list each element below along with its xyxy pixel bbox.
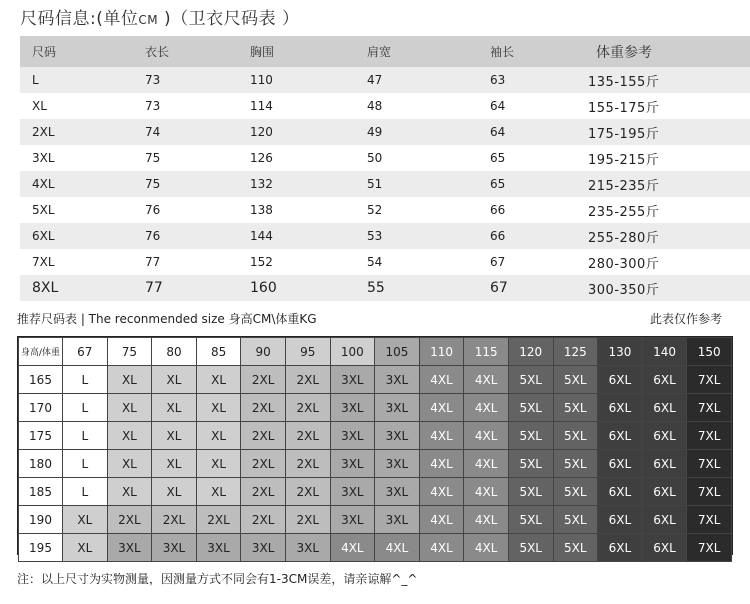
weight-header: 140 xyxy=(642,338,687,366)
size-recommend-cell: 7XL xyxy=(687,478,732,506)
weight-header: 130 xyxy=(598,338,643,366)
sleeve-cell: 65 xyxy=(490,151,506,165)
size-recommend-cell: 3XL xyxy=(330,478,375,506)
size-recommend-cell: 4XL xyxy=(375,534,420,562)
weight-cell: 300-350斤 xyxy=(588,282,660,298)
height-header: 170 xyxy=(19,394,63,422)
size-recommend-cell: 4XL xyxy=(464,422,509,450)
size-recommend-cell: XL xyxy=(152,422,197,450)
size-recommend-cell: 2XL xyxy=(285,422,330,450)
height-header: 175 xyxy=(19,422,63,450)
chest-cell: 160 xyxy=(250,280,277,296)
weight-cell: 235-255斤 xyxy=(588,204,660,220)
shoulder-cell: 51 xyxy=(367,177,383,191)
size-recommend-cell: 2XL xyxy=(241,450,286,478)
length-cell: 77 xyxy=(145,255,161,269)
length-cell: 73 xyxy=(145,99,161,113)
size-recommend-cell: 7XL xyxy=(687,506,732,534)
size-recommend-cell: XL xyxy=(63,506,108,534)
size-recommend-cell: XL xyxy=(107,422,152,450)
length-cell: 76 xyxy=(145,203,161,217)
recommend-title: 推荐尺码表 | The reconmended size 身高CM\体重KG xyxy=(17,312,317,326)
size-recommend-cell: 7XL xyxy=(687,366,732,394)
weight-cell: 135-155斤 xyxy=(588,74,660,90)
grid-row xyxy=(19,366,732,394)
size-recommend-cell: 3XL xyxy=(330,422,375,450)
weight-header: 115 xyxy=(464,338,509,366)
size-recommend-cell: XL xyxy=(107,366,152,394)
size-recommend-cell: 3XL xyxy=(375,506,420,534)
weight-cell: 155-175斤 xyxy=(588,100,660,116)
size-recommend-cell: 5XL xyxy=(553,506,598,534)
size-recommend-cell: 5XL xyxy=(553,394,598,422)
weight-header: 90 xyxy=(241,338,286,366)
size-recommend-cell: 6XL xyxy=(598,534,643,562)
weight-cell: 175-195斤 xyxy=(588,126,660,142)
size-recommend-cell: 3XL xyxy=(375,394,420,422)
title-main: 尺码信息:(单位 xyxy=(20,9,139,29)
size-recommend-cell: 6XL xyxy=(598,506,643,534)
size-recommend-cell: 6XL xyxy=(598,366,643,394)
weight-header: 125 xyxy=(553,338,598,366)
size-recommend-cell: XL xyxy=(107,450,152,478)
table-row xyxy=(20,119,750,145)
weight-header: 150 xyxy=(687,338,732,366)
size-recommend-cell: 4XL xyxy=(419,506,464,534)
footnote: 注：以上尺寸为实物测量，因测量方式不同会有1-3CM误差，请亲谅解^_^ xyxy=(17,572,418,586)
shoulder-cell: 48 xyxy=(367,99,383,113)
table-row xyxy=(20,171,750,197)
size-recommend-cell: 4XL xyxy=(419,478,464,506)
table-row xyxy=(20,275,750,301)
size-recommend-cell: 3XL xyxy=(241,534,286,562)
size-recommend-cell: 3XL xyxy=(330,394,375,422)
size-recommend-cell: 5XL xyxy=(553,450,598,478)
size-recommend-cell: 4XL xyxy=(419,450,464,478)
chest-cell: 120 xyxy=(250,125,273,139)
size-recommend-cell: L xyxy=(63,450,108,478)
size-recommend-cell: 2XL xyxy=(241,506,286,534)
shoulder-cell: 50 xyxy=(367,151,383,165)
size-recommend-cell: 3XL xyxy=(375,478,420,506)
shoulder-cell: 52 xyxy=(367,203,383,217)
grid-row xyxy=(19,506,732,534)
size-recommend-cell: 2XL xyxy=(285,478,330,506)
size-recommend-cell: 5XL xyxy=(553,478,598,506)
sleeve-cell: 63 xyxy=(490,73,506,87)
shoulder-cell: 55 xyxy=(367,280,385,296)
size-recommend-cell: 7XL xyxy=(687,394,732,422)
chest-cell: 114 xyxy=(250,99,273,113)
size-recommend-cell: 2XL xyxy=(241,478,286,506)
size-recommend-cell: 6XL xyxy=(598,422,643,450)
chest-cell: 138 xyxy=(250,203,273,217)
weight-header: 67 xyxy=(63,338,108,366)
table-row xyxy=(20,197,750,223)
size-recommend-cell: 4XL xyxy=(464,534,509,562)
length-cell: 77 xyxy=(145,280,163,296)
header-size: 尺码 xyxy=(32,45,57,59)
size-cell: 2XL xyxy=(32,125,55,139)
size-recommend-cell: 2XL xyxy=(241,422,286,450)
size-recommend-cell: XL xyxy=(196,478,241,506)
size-recommend-cell: 5XL xyxy=(553,534,598,562)
size-recommend-cell: 5XL xyxy=(553,422,598,450)
size-recommend-cell: XL xyxy=(152,366,197,394)
size-recommend-cell: 2XL xyxy=(241,394,286,422)
grid-row xyxy=(19,394,732,422)
weight-header: 110 xyxy=(419,338,464,366)
height-header: 185 xyxy=(19,478,63,506)
size-recommend-cell: 3XL xyxy=(375,366,420,394)
size-recommend-cell: 3XL xyxy=(152,534,197,562)
size-recommend-cell: XL xyxy=(107,478,152,506)
size-recommend-cell: XL xyxy=(196,450,241,478)
size-cell: L xyxy=(32,73,39,87)
size-cell: 8XL xyxy=(32,280,59,296)
size-recommend-cell: 5XL xyxy=(508,422,553,450)
sleeve-cell: 64 xyxy=(490,99,506,113)
size-recommend-cell: 6XL xyxy=(598,450,643,478)
sleeve-cell: 66 xyxy=(490,203,506,217)
table-row xyxy=(20,93,750,119)
size-recommend-cell: 5XL xyxy=(508,366,553,394)
chest-cell: 126 xyxy=(250,151,273,165)
size-recommend-cell: 2XL xyxy=(107,506,152,534)
size-recommend-cell: 4XL xyxy=(464,394,509,422)
size-table xyxy=(20,36,750,301)
size-recommend-cell: 4XL xyxy=(464,506,509,534)
grid-row xyxy=(19,478,732,506)
size-recommend-cell: 4XL xyxy=(330,534,375,562)
weight-cell: 215-235斤 xyxy=(588,178,660,194)
size-recommend-cell: 6XL xyxy=(642,534,687,562)
size-recommend-cell: 3XL xyxy=(330,366,375,394)
weight-header: 105 xyxy=(375,338,420,366)
size-recommend-cell: 3XL xyxy=(375,422,420,450)
size-recommend-cell: 3XL xyxy=(330,506,375,534)
grid-row xyxy=(19,450,732,478)
chest-cell: 152 xyxy=(250,255,273,269)
sleeve-cell: 67 xyxy=(490,255,506,269)
size-recommend-cell: L xyxy=(63,478,108,506)
length-cell: 75 xyxy=(145,151,161,165)
grid-row xyxy=(19,422,732,450)
size-recommend-cell: XL xyxy=(152,394,197,422)
size-recommend-cell: 2XL xyxy=(285,506,330,534)
length-cell: 73 xyxy=(145,73,161,87)
recommend-note: 此表仅作参考 xyxy=(649,312,722,326)
title-tail: )（卫衣尺码表 ） xyxy=(158,9,300,29)
size-recommend-cell: 4XL xyxy=(419,394,464,422)
header-sleeve: 袖长 xyxy=(490,45,515,59)
size-cell: 5XL xyxy=(32,203,55,217)
size-recommend-cell: XL xyxy=(152,450,197,478)
weight-cell: 255-280斤 xyxy=(588,230,660,246)
size-recommend-cell: 4XL xyxy=(419,422,464,450)
length-cell: 75 xyxy=(145,177,161,191)
size-recommend-cell: 3XL xyxy=(330,450,375,478)
size-recommend-cell: 6XL xyxy=(642,506,687,534)
chest-cell: 144 xyxy=(250,229,273,243)
size-recommend-cell: XL xyxy=(63,534,108,562)
size-recommend-cell: 3XL xyxy=(107,534,152,562)
size-recommend-cell: 5XL xyxy=(508,450,553,478)
size-recommend-cell: 4XL xyxy=(419,366,464,394)
size-recommend-cell: L xyxy=(63,366,108,394)
table-row xyxy=(20,67,750,93)
size-recommend-cell: 4XL xyxy=(464,450,509,478)
size-recommend-cell: XL xyxy=(196,422,241,450)
size-cell: XL xyxy=(32,99,47,113)
weight-header: 80 xyxy=(152,338,197,366)
size-recommend-cell: 5XL xyxy=(508,506,553,534)
size-recommend-cell: 5XL xyxy=(508,534,553,562)
size-recommend-cell: 2XL xyxy=(152,506,197,534)
size-cell: 3XL xyxy=(32,151,55,165)
grid-corner-label: 身高/体重 xyxy=(19,338,63,366)
sleeve-cell: 65 xyxy=(490,177,506,191)
size-recommend-cell: 2XL xyxy=(241,366,286,394)
recommend-grid xyxy=(17,336,733,555)
height-header: 195 xyxy=(19,534,63,562)
table-row xyxy=(20,223,750,249)
size-cell: 4XL xyxy=(32,177,55,191)
size-recommend-cell: XL xyxy=(196,366,241,394)
shoulder-cell: 47 xyxy=(367,73,383,87)
size-recommend-cell: 6XL xyxy=(642,422,687,450)
table-row xyxy=(20,145,750,171)
size-recommend-cell: 7XL xyxy=(687,534,732,562)
weight-header: 75 xyxy=(107,338,152,366)
size-recommend-cell: 5XL xyxy=(553,366,598,394)
size-recommend-cell: 7XL xyxy=(687,422,732,450)
size-recommend-cell: 6XL xyxy=(642,394,687,422)
title-unit: CM xyxy=(138,13,159,27)
sleeve-cell: 67 xyxy=(490,280,508,296)
size-recommend-cell: 6XL xyxy=(642,366,687,394)
size-cell: 7XL xyxy=(32,255,55,269)
shoulder-cell: 49 xyxy=(367,125,383,139)
size-recommend-cell: 4XL xyxy=(464,478,509,506)
weight-cell: 280-300斤 xyxy=(588,256,660,272)
header-shoulder: 肩宽 xyxy=(367,45,392,59)
size-recommend-cell: 3XL xyxy=(285,534,330,562)
weight-header: 120 xyxy=(508,338,553,366)
size-recommend-cell: 6XL xyxy=(642,478,687,506)
chest-cell: 132 xyxy=(250,177,273,191)
size-recommend-cell: 5XL xyxy=(508,394,553,422)
header-chest: 胸围 xyxy=(250,45,275,59)
height-header: 165 xyxy=(19,366,63,394)
size-recommend-cell: 6XL xyxy=(598,394,643,422)
weight-header: 95 xyxy=(285,338,330,366)
size-recommend-cell: 3XL xyxy=(196,534,241,562)
page-title xyxy=(20,4,300,29)
header-weight: 体重参考 xyxy=(596,44,652,61)
height-header: 190 xyxy=(19,506,63,534)
size-recommend-cell: 2XL xyxy=(196,506,241,534)
chest-cell: 110 xyxy=(250,73,273,87)
length-cell: 74 xyxy=(145,125,161,139)
weight-header: 85 xyxy=(196,338,241,366)
sleeve-cell: 66 xyxy=(490,229,506,243)
table-row xyxy=(20,249,750,275)
size-recommend-cell: 2XL xyxy=(285,366,330,394)
size-recommend-cell: 5XL xyxy=(508,478,553,506)
size-recommend-cell: L xyxy=(63,394,108,422)
size-recommend-cell: 2XL xyxy=(285,394,330,422)
size-recommend-cell: XL xyxy=(196,394,241,422)
height-header: 180 xyxy=(19,450,63,478)
size-recommend-cell: 2XL xyxy=(285,450,330,478)
weight-header: 100 xyxy=(330,338,375,366)
size-recommend-cell: 3XL xyxy=(375,450,420,478)
grid-row xyxy=(19,534,732,562)
size-recommend-cell: 4XL xyxy=(464,366,509,394)
shoulder-cell: 54 xyxy=(367,255,383,269)
weight-cell: 195-215斤 xyxy=(588,152,660,168)
length-cell: 76 xyxy=(145,229,161,243)
header-length: 衣长 xyxy=(145,45,170,59)
size-recommend-cell: 6XL xyxy=(598,478,643,506)
size-table-header xyxy=(20,36,750,67)
size-recommend-cell: 7XL xyxy=(687,450,732,478)
sleeve-cell: 64 xyxy=(490,125,506,139)
size-recommend-cell: XL xyxy=(107,394,152,422)
size-recommend-cell: 4XL xyxy=(419,534,464,562)
size-recommend-cell: L xyxy=(63,422,108,450)
size-recommend-cell: 6XL xyxy=(642,450,687,478)
shoulder-cell: 53 xyxy=(367,229,383,243)
size-cell: 6XL xyxy=(32,229,55,243)
size-recommend-cell: XL xyxy=(152,478,197,506)
